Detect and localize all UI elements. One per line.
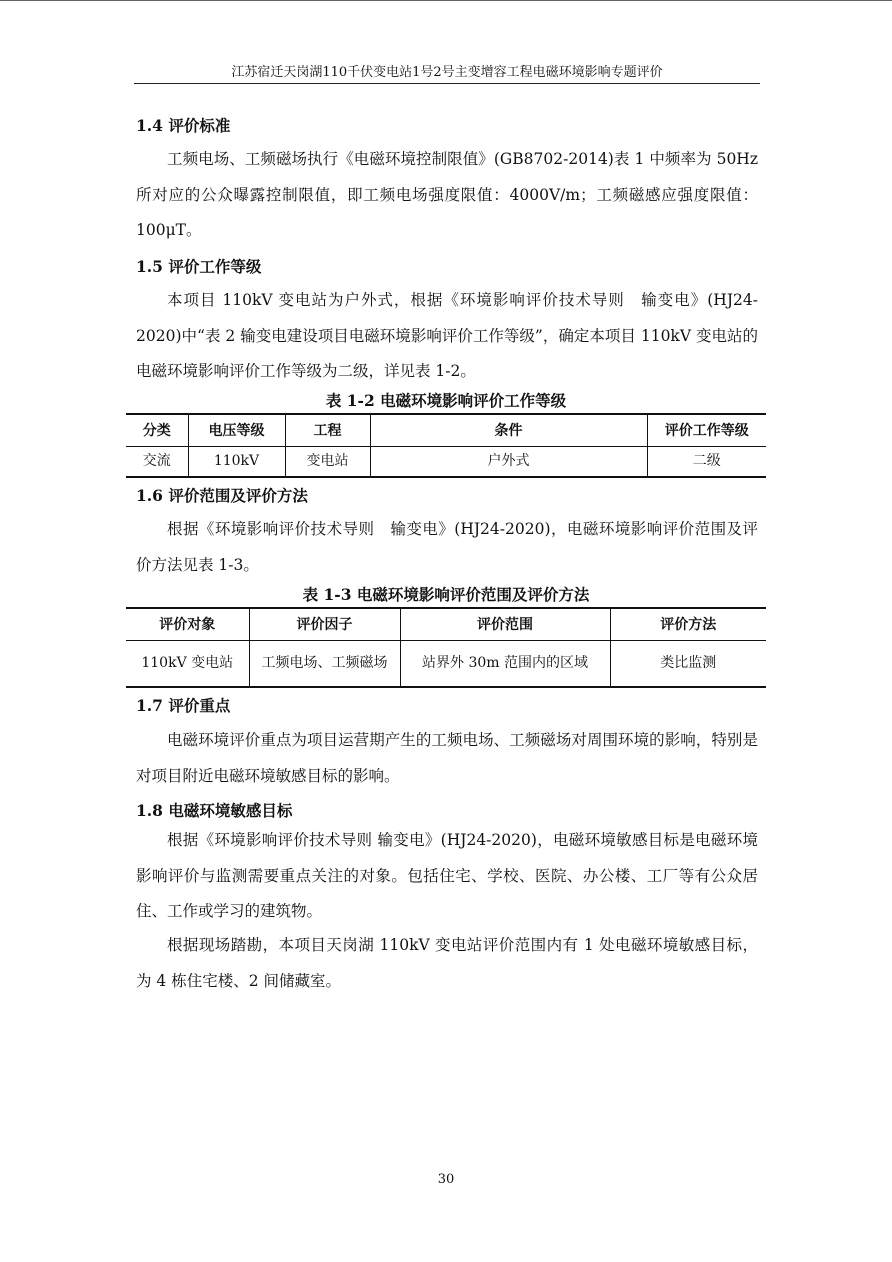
- heading-1-6: 1.6 评价范围及评价方法: [136, 486, 308, 505]
- table-1-3-caption: 表 1-3 电磁环境影响评价范围及评价方法: [302, 585, 590, 604]
- heading-1-5: 1.5 评价工作等级: [136, 257, 262, 276]
- table-1-2: [126, 413, 766, 478]
- header-cell: 评价方法: [610, 608, 766, 640]
- heading-1-4: 1.4 评价标准: [136, 116, 231, 135]
- table-cell: 工频电场、工频磁场: [249, 640, 400, 687]
- running-header: 江苏宿迁天岗湖110千伏变电站1号2号主变增容工程电磁环境影响专题评价: [231, 65, 663, 80]
- table-cell: 站界外 30m 范围内的区域: [400, 640, 610, 687]
- header-cell: 分类: [126, 414, 188, 446]
- table-row: [126, 446, 766, 477]
- paragraph-1-4: 工频电场、工频磁场执行《电磁环境控制限值》(GB8702-2014)表 1 中频率为 50Hz 所对应的公众曝露控制限值，即工频电场强度限值：4000V/m；工频磁感应强度限值：100μT。: [136, 150, 758, 239]
- paragraph-1-5: 本项目 110kV 变电站为户外式，根据《环境影响评价技术导则 输变电》(HJ24-2020)中“表 2 输变电建设项目电磁环境影响评价工作等级”，确定本项目 110kV 变电站的电磁环境影响评价工作等级为二级，详见表 1-2。: [136, 291, 758, 380]
- table-row: [126, 640, 766, 687]
- heading-1-7: 1.7 评价重点: [136, 696, 231, 715]
- table-1-3: [126, 607, 766, 688]
- paragraph-1-8a: 根据《环境影响评价技术导则 输变电》(HJ24-2020)，电磁环境敏感目标是电磁环境影响评价与监测需要重点关注的对象。包括住宅、学校、医院、办公楼、工厂等有公众居住、工作或学习的建筑物。: [136, 831, 758, 920]
- table-cell: 类比监测: [610, 640, 766, 687]
- header-cell: 工程: [285, 414, 370, 446]
- heading-1-8: 1.8 电磁环境敏感目标: [136, 801, 293, 820]
- table-1-2-caption: 表 1-2 电磁环境影响评价工作等级: [325, 391, 567, 410]
- table-header-row: [126, 608, 766, 640]
- header-cell: 电压等级: [188, 414, 285, 446]
- table-cell: 交流: [126, 446, 188, 477]
- table-cell: 二级: [647, 446, 766, 477]
- table-cell: 110kV 变电站: [126, 640, 249, 687]
- header-cell: 评价范围: [400, 608, 610, 640]
- paragraph-1-8b: 根据现场踏勘，本项目天岗湖 110kV 变电站评价范围内有 1 处电磁环境敏感目标，为 4 栋住宅楼、2 间储藏室。: [136, 936, 758, 990]
- header-cell: 评价工作等级: [647, 414, 766, 446]
- header-cell: 条件: [370, 414, 647, 446]
- table-cell: 变电站: [285, 446, 370, 477]
- paragraph-1-6: 根据《环境影响评价技术导则 输变电》(HJ24-2020)，电磁环境影响评价范围及评价方法见表 1-3。: [136, 520, 758, 574]
- page-top-border: [0, 0, 892, 1]
- table-cell: 户外式: [370, 446, 647, 477]
- table-cell: 110kV: [188, 446, 285, 477]
- header-cell: 评价因子: [249, 608, 400, 640]
- page-number: 30: [437, 1172, 455, 1187]
- header-rule: [134, 83, 760, 84]
- paragraph-1-7: 电磁环境评价重点为项目运营期产生的工频电场、工频磁场对周围环境的影响，特别是对项目附近电磁环境敏感目标的影响。: [136, 731, 758, 785]
- table-header-row: [126, 414, 766, 446]
- header-cell: 评价对象: [126, 608, 249, 640]
